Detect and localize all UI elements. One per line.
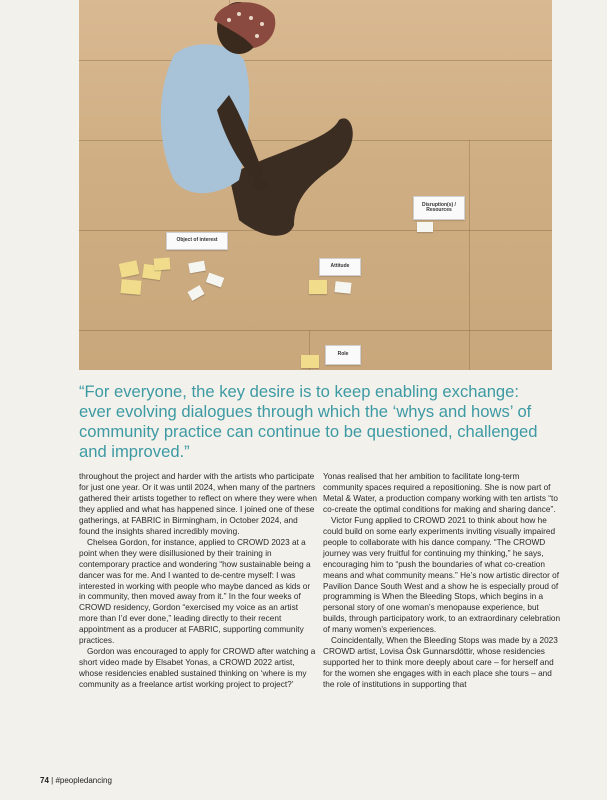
paragraph: Victor Fung applied to CROWD 2021 to think about how he could build on some early experiments inviting visually impaired people to collaborate with his dance company. “The CROWD journey was very fruitful for continuing my thinking,” he says, encouraging him to “push the boundaries of what co-creation means and what community means.” He’s now artistic director of Pavilion Dance South West and a show he is especially proud of programming is When the Bleeding Stops, which begins in a personal story of one woman’s menopause experience, but builds, through participatory work, to an extraordinary celebration of many women’s experiences. <box>323 515 561 635</box>
sticky-note <box>120 279 141 295</box>
label-card-disruption-resources: Disruption(s) / Resources <box>413 196 465 220</box>
paragraph: Yonas realised that her ambition to facilitate long-term community spaces required a repositioning. She is now part of Metal & Water, a production company working with ten artists “to co-create the optimal conditions for making and sharing dance”. <box>323 472 558 514</box>
article-column-right <box>323 472 561 691</box>
paper-slip <box>417 222 433 232</box>
page-number: 74 <box>40 776 49 785</box>
page-footer <box>40 776 112 785</box>
footer-hashtag: #peopledancing <box>55 776 112 785</box>
paragraph: Chelsea Gordon, for instance, applied to CROWD 2023 at a point when they were disillusioned by their training in contemporary practice and wondering “how sustainable being a dancer was for me. And I wanted to de-centre myself: I was interested in working with people who maybe danced as kids or in community, then moved away from it.” In the four weeks of CROWD residency, Gordon “exercised my voice as an artist more than I’d ever done,” leading directly to their recent appointment as a producer at FABRIC, supporting community practices. <box>79 537 311 646</box>
article-column-left <box>79 472 317 691</box>
label-card-role: Role <box>325 345 361 365</box>
footer-separator: | <box>48 776 56 785</box>
workshop-photo <box>79 0 552 370</box>
sticky-note <box>309 280 327 294</box>
paragraph: Gordon was encouraged to apply for CROWD after watching a short video made by Elsabet Yonas, a CROWD 2022 artist, whose residencies enabled sustained thinking on ‘where is my community as a freelance artist working project to project?’ <box>79 647 316 690</box>
seated-person-figure <box>79 0 552 370</box>
label-card-attitude: Attitude <box>319 258 361 276</box>
paragraph: throughout the project and harder with the artists who participate for just one year. Or it was until 2024, when many of the partners gathered their artists together to reflect on where they were when they applied and what has happened since. I joined one of these gatherings, at FABRIC in Birmingham, in October 2024, and found the insights shared incredibly moving. <box>79 472 318 536</box>
paper-slip <box>334 281 351 294</box>
pull-quote: “For everyone, the key desire is to keep enabling exchange: ever evolving dialogues through which the ‘whys and hows’ of community practice can continue to be questioned, challenged and improved.” <box>79 382 538 461</box>
sticky-note <box>154 257 171 270</box>
label-card-object-of-interest: Object of interest <box>166 232 228 250</box>
paragraph: Coincidentally, When the Bleeding Stops was made by a 2023 CROWD artist, Lovisa Ósk Gunnarsdóttir, whose residencies supported her to think more deeply about care – for herself and for the women she engages with in each place she tours – and the role of institutions in supporting that <box>323 636 558 690</box>
sticky-note <box>301 355 319 368</box>
